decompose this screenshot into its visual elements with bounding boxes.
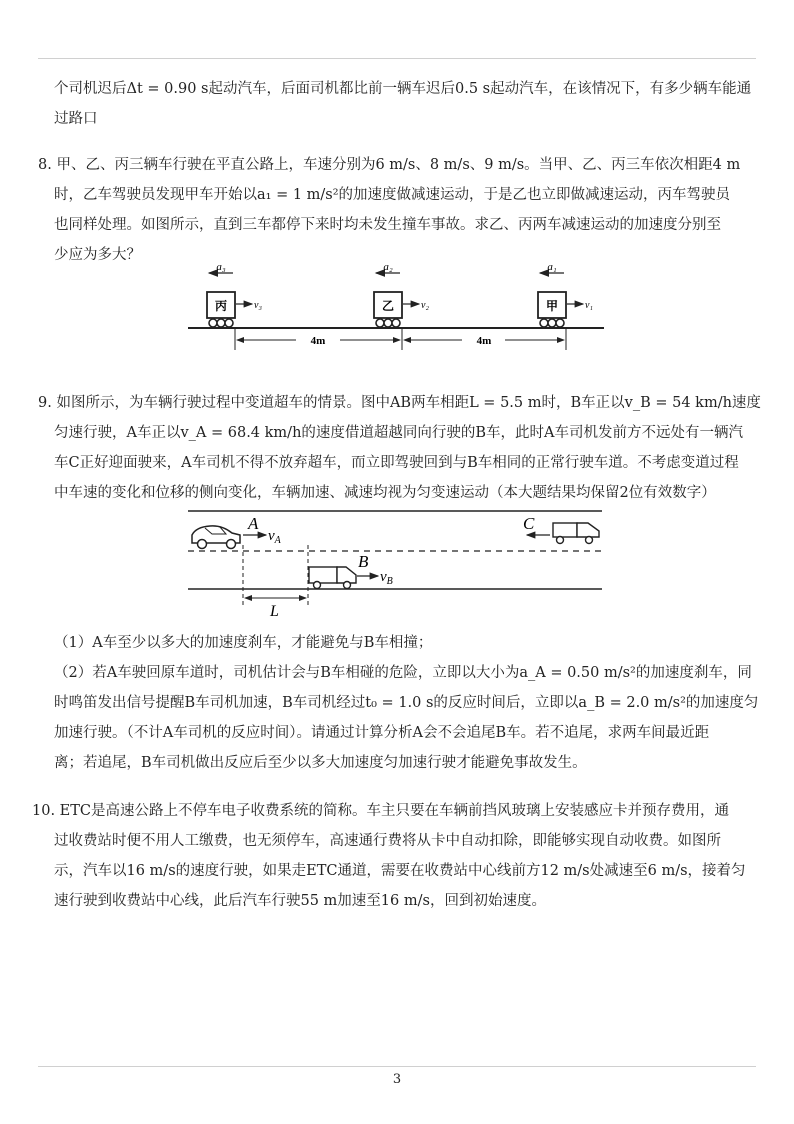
header-rule xyxy=(38,58,756,59)
q8-line-3: 也同样处理。如图所示，直到三车都停下来时均未发生撞车事故。求乙、丙两车减速运动的加速度分别至 xyxy=(54,217,721,233)
q9-sub-2-line-4: 离；若追尾，B车司机做出反应后至少以多大加速度匀加速行驶才能避免事故发生。 xyxy=(54,755,587,771)
vb-label: $v_B$ xyxy=(380,569,393,587)
car-b xyxy=(309,552,393,589)
figure-three-cars xyxy=(0,262,794,372)
car-c-label: C xyxy=(523,514,535,533)
car-bing-label: 丙 xyxy=(214,299,228,313)
q9-line-4: 中车速的变化和位移的侧向变化，车辆加速、减速均视为匀变速运动（本大题结果均保留2位有效数字） xyxy=(54,485,716,501)
q8-line-1: 8. 甲、乙、丙三辆车行驶在平直公路上，车速分别为6 m/s、8 m/s、9 m/s。当甲、乙、丙三车依次相距4 m xyxy=(38,157,741,173)
distance-4m-right xyxy=(404,335,564,347)
footer-rule xyxy=(38,1066,756,1067)
q9-sub-2-line-1: （2）若A车驶回原车道时，司机估计会与B车相碰的危险，立即以大小为a_A = 0.50 m/s²的加速度刹车，同 xyxy=(54,665,752,681)
car-yi xyxy=(374,261,429,327)
q9-line-2: 匀速行驶，A车正以v_A = 68.4 km/h的速度借道超越同向行驶的B车，此时A车司机发前方不远处有一辆汽 xyxy=(54,425,744,441)
car-a xyxy=(192,514,282,549)
v2-label: v₂ xyxy=(421,300,429,311)
a2-label: a₂ xyxy=(383,261,393,273)
svg-text:4m: 4m xyxy=(476,335,492,347)
q9-sub-1: （1）A车至少以多大的加速度刹车，才能避免与B车相撞； xyxy=(54,635,433,651)
va-label: $v_A$ xyxy=(268,528,281,546)
v3-label: v₃ xyxy=(254,300,262,311)
q7-line-1: 个司机迟后Δt = 0.90 s起动汽车，后面司机都比前一辆车迟后0.5 s起动汽车，在该情况下，有多少辆车能通 xyxy=(54,81,752,97)
q10-line-1: 10. ETC是高速公路上不停车电子收费系统的简称。车主只要在车辆前挡风玻璃上安装感应卡并预存费用，通 xyxy=(32,803,730,819)
a3-label: a₃ xyxy=(216,261,226,273)
q9-line-1: 9. 如图所示，为车辆行驶过程中变道超车的情景。图中AB两车相距L = 5.5 m时，B车正以v_B = 54 km/h速度 xyxy=(38,395,761,411)
car-c xyxy=(523,514,599,544)
q10-line-3: 示，汽车以16 m/s的速度行驶，如果走ETC通道，需要在收费站中心线前方12 m/s处减速至6 m/s，接着匀 xyxy=(54,863,746,879)
q10-line-2: 过收费站时便不用人工缴费，也无须停车，高速通行费将从卡中自动扣除，即能够实现自动收费。如图所 xyxy=(54,833,721,849)
a1-label: a₁ xyxy=(547,261,557,273)
distance-4m-left xyxy=(237,335,400,347)
car-yi-label: 乙 xyxy=(381,299,395,313)
distance-l xyxy=(245,598,306,620)
q8-line-2: 时，乙车驾驶员发现甲车开始以a₁ = 1 m/s²的加速度做减速运动，于是乙也立即做减速运动，丙车驾驶员 xyxy=(54,187,731,203)
figure-overtaking xyxy=(0,505,794,620)
svg-text:4m: 4m xyxy=(310,335,326,347)
q10-line-4: 速行驶到收费站中心线，此后汽车行驶55 m加速至16 m/s，回到初始速度。 xyxy=(54,893,546,909)
car-a-label: A xyxy=(248,514,259,533)
page-number: 3 xyxy=(392,1072,402,1087)
q9-line-3: 车C正好迎面驶来，A车司机不得不放弃超车，而立即驾驶回到与B车相同的正常行驶车道。不考虑变道过程 xyxy=(54,455,739,471)
car-jia xyxy=(538,261,593,327)
q9-sub-2-line-3: 加速行驶。（不计A车司机的反应时间）。请通过计算分析A会不会追尾B车。若不追尾，求两车间最近距 xyxy=(54,725,710,741)
v1-label: v₁ xyxy=(585,300,593,311)
svg-text:L: L xyxy=(270,603,279,620)
q8-line-4: 少应为多大？ xyxy=(54,247,141,263)
car-b-label: B xyxy=(358,552,369,571)
car-bing xyxy=(207,261,262,327)
q7-line-2: 过路口 xyxy=(54,111,98,127)
q9-sub-2-line-2: 时鸣笛发出信号提醒B车司机加速，B车司机经过t₀ = 1.0 s的反应时间后，立即以a_B = 2.0 m/s²的加速度匀 xyxy=(54,695,759,711)
car-jia-label: 甲 xyxy=(545,299,559,313)
